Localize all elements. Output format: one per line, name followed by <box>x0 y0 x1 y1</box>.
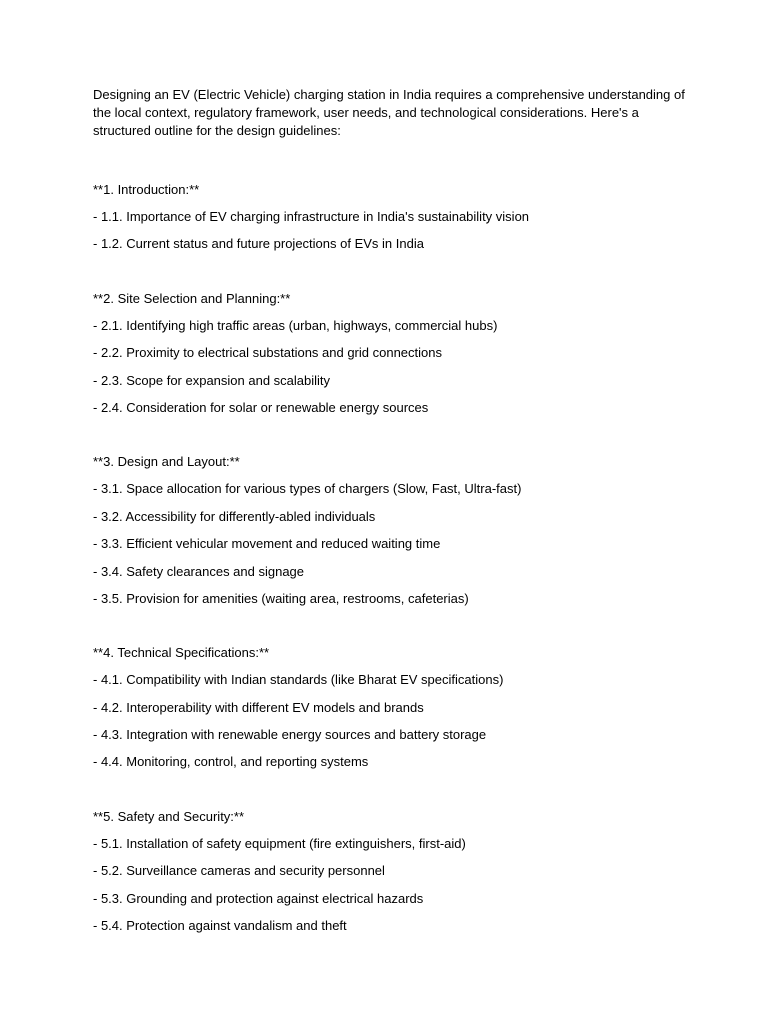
list-item: - 4.4. Monitoring, control, and reporting systems <box>93 754 369 770</box>
list-item: - 4.3. Integration with renewable energy sources and battery storage <box>93 727 487 743</box>
list-item: - 3.4. Safety clearances and signage <box>93 563 305 579</box>
section-site-selection <box>93 285 693 422</box>
list-item: - 2.3. Scope for expansion and scalability <box>93 372 331 388</box>
list-item: - 3.1. Space allocation for various types of chargers (Slow, Fast, Ultra-fast) <box>93 481 522 497</box>
section-technical-specifications <box>93 639 693 776</box>
list-item: - 5.2. Surveillance cameras and security personnel <box>93 863 385 879</box>
list-item: - 2.4. Consideration for solar or renewable energy sources <box>93 399 429 415</box>
list-item: - 4.2. Interoperability with different EV models and brands <box>93 699 424 715</box>
section-heading: **5. Safety and Security:** <box>93 808 245 824</box>
list-item: - 2.2. Proximity to electrical substations and grid connections <box>93 345 443 361</box>
section-safety-security <box>93 803 693 940</box>
section-heading: **2. Site Selection and Planning:** <box>93 290 291 306</box>
section-heading: **4. Technical Specifications:** <box>93 645 270 661</box>
list-item: - 2.1. Identifying high traffic areas (urban, highways, commercial hubs) <box>93 317 498 333</box>
section-introduction <box>93 176 693 258</box>
section-heading: **1. Introduction:** <box>93 182 200 197</box>
list-item: - 1.2. Current status and future projections of EVs in India <box>93 236 424 252</box>
list-item: - 4.1. Compatibility with Indian standards (like Bharat EV specifications) <box>93 672 504 688</box>
intro-paragraph: Designing an EV (Electric Vehicle) charging station in India requires a comprehensive understanding of the local context, regulatory framework, user needs, and technological considerations. Here's a structured outline for the design guidelines: <box>93 87 685 138</box>
list-item: - 5.4. Protection against vandalism and theft <box>93 918 347 934</box>
list-item: - 3.2. Accessibility for differently-abled individuals <box>93 508 376 524</box>
list-item: - 1.1. Importance of EV charging infrastructure in India's sustainability vision <box>93 209 530 224</box>
list-item: - 5.1. Installation of safety equipment (fire extinguishers, first-aid) <box>93 835 466 851</box>
section-heading: **3. Design and Layout:** <box>93 454 240 470</box>
list-item: - 3.5. Provision for amenities (waiting area, restrooms, cafeterias) <box>93 590 469 606</box>
document-page <box>93 86 693 939</box>
list-item: - 5.3. Grounding and protection against electrical hazards <box>93 890 424 906</box>
section-design-layout <box>93 448 693 612</box>
list-item: - 3.3. Efficient vehicular movement and reduced waiting time <box>93 536 441 552</box>
